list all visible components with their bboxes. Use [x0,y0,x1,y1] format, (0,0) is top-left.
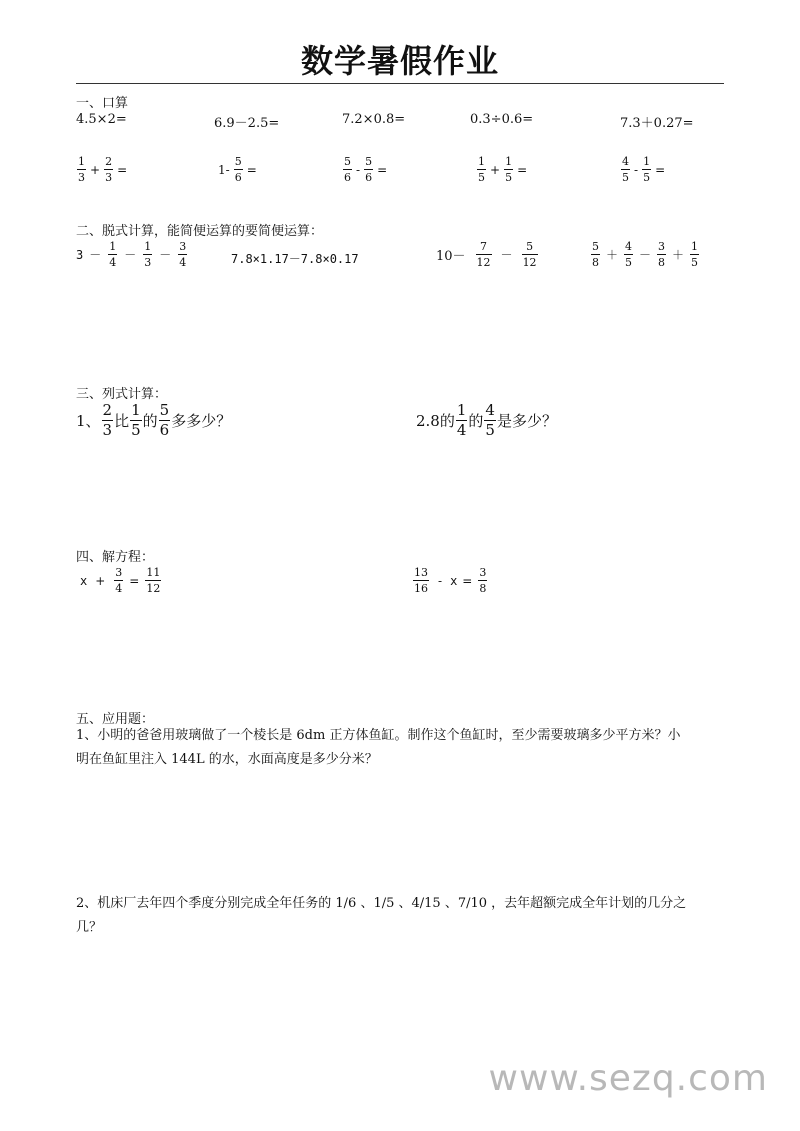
word-calc-2: 2.8的 $\frac{1}{4}$ 的 $\frac{4}{5}$ 是多少？ [416,401,557,439]
oral-calc-2: 6.9－2.5= [214,116,280,131]
section-2-heading: 二、脱式计算，能简便运算的要简便运算： [76,224,324,239]
word-problem-1: 1、小明的爸爸用玻璃做了一个棱长是 6dm 正方体鱼缸。制作这个鱼缸时，至少需要玻璃多少平方米？小 明在鱼缸里注入 144L 的水，水面高度是多少分米？ [76,728,681,767]
section-4-heading: 四、解方程： [76,550,155,565]
step-calc-1: 3 － $\frac{1}{4}$ － $\frac{1}{3}$ － $\frac{3}{4}$ [76,240,187,269]
word-problem-2: 2、机床厂去年四个季度分别完成全年任务的 1/6 、1/5 、4/15 、7/10 ，去年超额完成全年计划的几分之 几？ [76,896,687,935]
section-5-heading: 五、应用题： [76,712,155,727]
section-1-heading: 一、口算 [76,96,129,111]
oral-calc-1: 4.5×2= [76,112,127,127]
oral-calc-3: 7.2×0.8= [342,112,406,127]
equation-1: x + $\frac{3}{4}$ = $\frac{11}{12}$ [80,566,161,595]
oral-calc-4: 0.3÷0.6= [470,112,534,127]
step-calc-4: $\frac{5}{8}$ ＋ $\frac{4}{5}$ － $\frac{3}{8}$ ＋ $\frac{1}{5}$ [592,240,699,269]
page-title: 数学暑假作业 [300,42,499,80]
section-3-heading: 三、列式计算： [76,387,168,402]
oral-frac-3: $\frac{5}{6}$ - $\frac{5}{6}$ = [344,155,388,184]
oral-frac-5: $\frac{4}{5}$ - $\frac{1}{5}$ = [622,155,666,184]
step-calc-3: 10－ $\frac{7}{12}$ － $\frac{5}{12}$ [436,240,537,269]
oral-frac-4: $\frac{1}{5}$ + $\frac{1}{5}$ = [478,155,528,184]
step-calc-2: 7.8×1.17－7.8×0.17 [231,252,359,266]
oral-frac-2: 1- $\frac{5}{6}$ = [218,155,257,184]
oral-frac-1: $\frac{1}{3}$ + $\frac{2}{3}$ = [78,155,128,184]
oral-calc-5: 7.3＋0.27= [620,116,694,131]
watermark: www.sezq.com [488,1058,768,1099]
equation-2: $\frac{13}{16}$ - x = $\frac{3}{8}$ [414,566,487,595]
word-calc-1: 1、 $\frac{2}{3}$ 比 $\frac{1}{5}$ 的 $\frac{5}{6}$ 多多少？ [76,401,232,439]
title-divider [76,83,724,84]
